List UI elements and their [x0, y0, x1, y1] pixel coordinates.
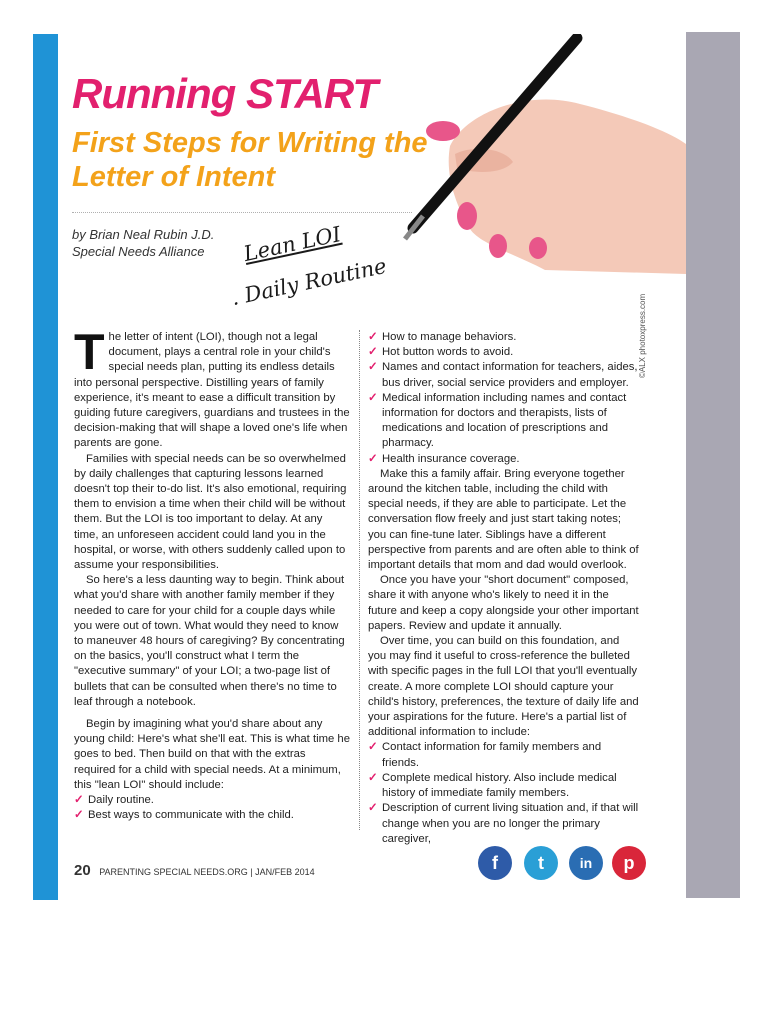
paragraph: So here's a less daunting way to begin. Think about what you'd share with another family member if they needed to care for your child for a couple days while you were out of town. What would they need to know to maneuver 48 hours of caregiving? By concentrating on the basics, you'll construct what I term the "executive summary" of your LOI; a two-page list of bullets that can be consulted when there's no time to leaf through a notebook. [74, 574, 345, 708]
page-footer [74, 862, 315, 879]
column-divider [359, 330, 360, 830]
pinterest-icon[interactable]: p [612, 846, 646, 880]
list-item: ✓ Medical information including names and contact information for doctors and therapists, lists of medications and location of prescriptions and pharmacy. [368, 391, 627, 450]
checkmark-icon: ✓ [74, 794, 84, 807]
article-subtitle: First Steps for Writing the Letter of Intent [72, 127, 428, 193]
author: by Brian Neal Rubin J.D. [72, 227, 215, 242]
handwritten-note-lean-loi: Lean LOI [241, 222, 343, 266]
list-item: ✓ How to manage behaviors. [368, 330, 640, 345]
list-item: ✓ Hot button words to avoid. [368, 345, 640, 360]
left-accent-bar [33, 34, 58, 900]
article-title: Running START [72, 70, 378, 117]
list-item: ✓ Contact information for family members and friends. [368, 741, 602, 769]
paragraph: Make this a family affair. Bring everyone together around the kitchen table, including the child with special needs, if they are able to participate. Let the conversation flow freely and just start taking notes; you can fine-tune later. Siblings have a different perspective from parents and are often able to think of important details that mom and dad would overlook. [368, 467, 639, 572]
organization: Special Needs Alliance [72, 244, 205, 259]
checkmark-icon: ✓ [368, 361, 378, 374]
pen-hand-illustration [395, 34, 686, 274]
paragraph: Once you have your "short document" composed, share it with anyone who's likely to need it in the future and keep a copy alongside your other important papers. Review and update it annually. [368, 574, 639, 632]
checkmark-icon: ✓ [368, 741, 378, 754]
facebook-icon[interactable]: f [478, 846, 512, 880]
dropcap: T [74, 324, 105, 380]
linkedin-icon[interactable]: in [569, 846, 603, 880]
right-margin-bar [686, 32, 740, 898]
handwritten-note-daily-routine: . Daily Routine [229, 253, 389, 311]
intro-paragraph: The letter of intent (LOI), though not a legal document, plays a central role in your child's special needs plan, putting its endless details into personal perspective. Distilling years of family experience, it's meant to ease a difficult transition by guiding future caregivers, guardians and trustees in the decision-making that will shape a loved one's life when parents are gone. [74, 324, 350, 450]
checkmark-icon: ✓ [368, 391, 378, 404]
checkmark-icon: ✓ [368, 346, 378, 359]
checkmark-icon: ✓ [368, 331, 378, 343]
list-item: ✓ Names and contact information for teachers, aides, bus driver, social service providers and employer. [368, 361, 638, 389]
byline [72, 226, 214, 260]
column-right [368, 330, 640, 847]
page-number: 20 [74, 862, 91, 879]
checkmark-icon: ✓ [74, 809, 84, 822]
title-divider [72, 212, 412, 213]
paragraph: Over time, you can build on this foundation, and you may find it useful to cross-reference the bulleted with specific pages in the full LOI that you'll eventually create. A more complete LOI should capture your child's history, preferences, the texture of daily life and your aspirations for the future. Here's a partial list of additional information to include: [368, 635, 639, 739]
twitter-icon[interactable]: t [524, 846, 558, 880]
list-item: ✓ Description of current living situation and, if that will change when you are no longer the primary caregiver, [368, 802, 639, 845]
list-item: ✓ Health insurance coverage. [368, 452, 640, 467]
checkmark-icon: ✓ [368, 452, 378, 465]
photo-credit: ©ALX photoxpress.com [638, 293, 647, 378]
list-item: ✓ Best ways to communicate with the child. [74, 808, 350, 823]
paragraph: Families with special needs can be so overwhelmed by daily challenges that capturing lessons learned doesn't top their to-do list. It's also emotional, requiring them to envision a time when their child will be without them. But the LOI is too important to delay. At any time, an unforeseen accident could land you in the hospital, or worse, with others suddenly called upon to assume your responsibilities. [74, 452, 347, 572]
footer-text: PARENTING SPECIAL NEEDS.ORG | JAN/FEB 2014 [99, 867, 315, 877]
list-item: ✓ Daily routine. [74, 793, 350, 808]
paragraph: Begin by imagining what you'd share about any young child: Here's what she'll eat. This is what time he goes to bed. Then build on that with the extras required for a child with special needs. At a minimum, this "lean LOI" should include: [74, 718, 350, 791]
checkmark-icon: ✓ [368, 771, 378, 784]
column-left [74, 324, 350, 824]
list-item: ✓ Complete medical history. Also include medical history of immediate family members. [368, 771, 617, 800]
checkmark-icon: ✓ [368, 802, 378, 815]
